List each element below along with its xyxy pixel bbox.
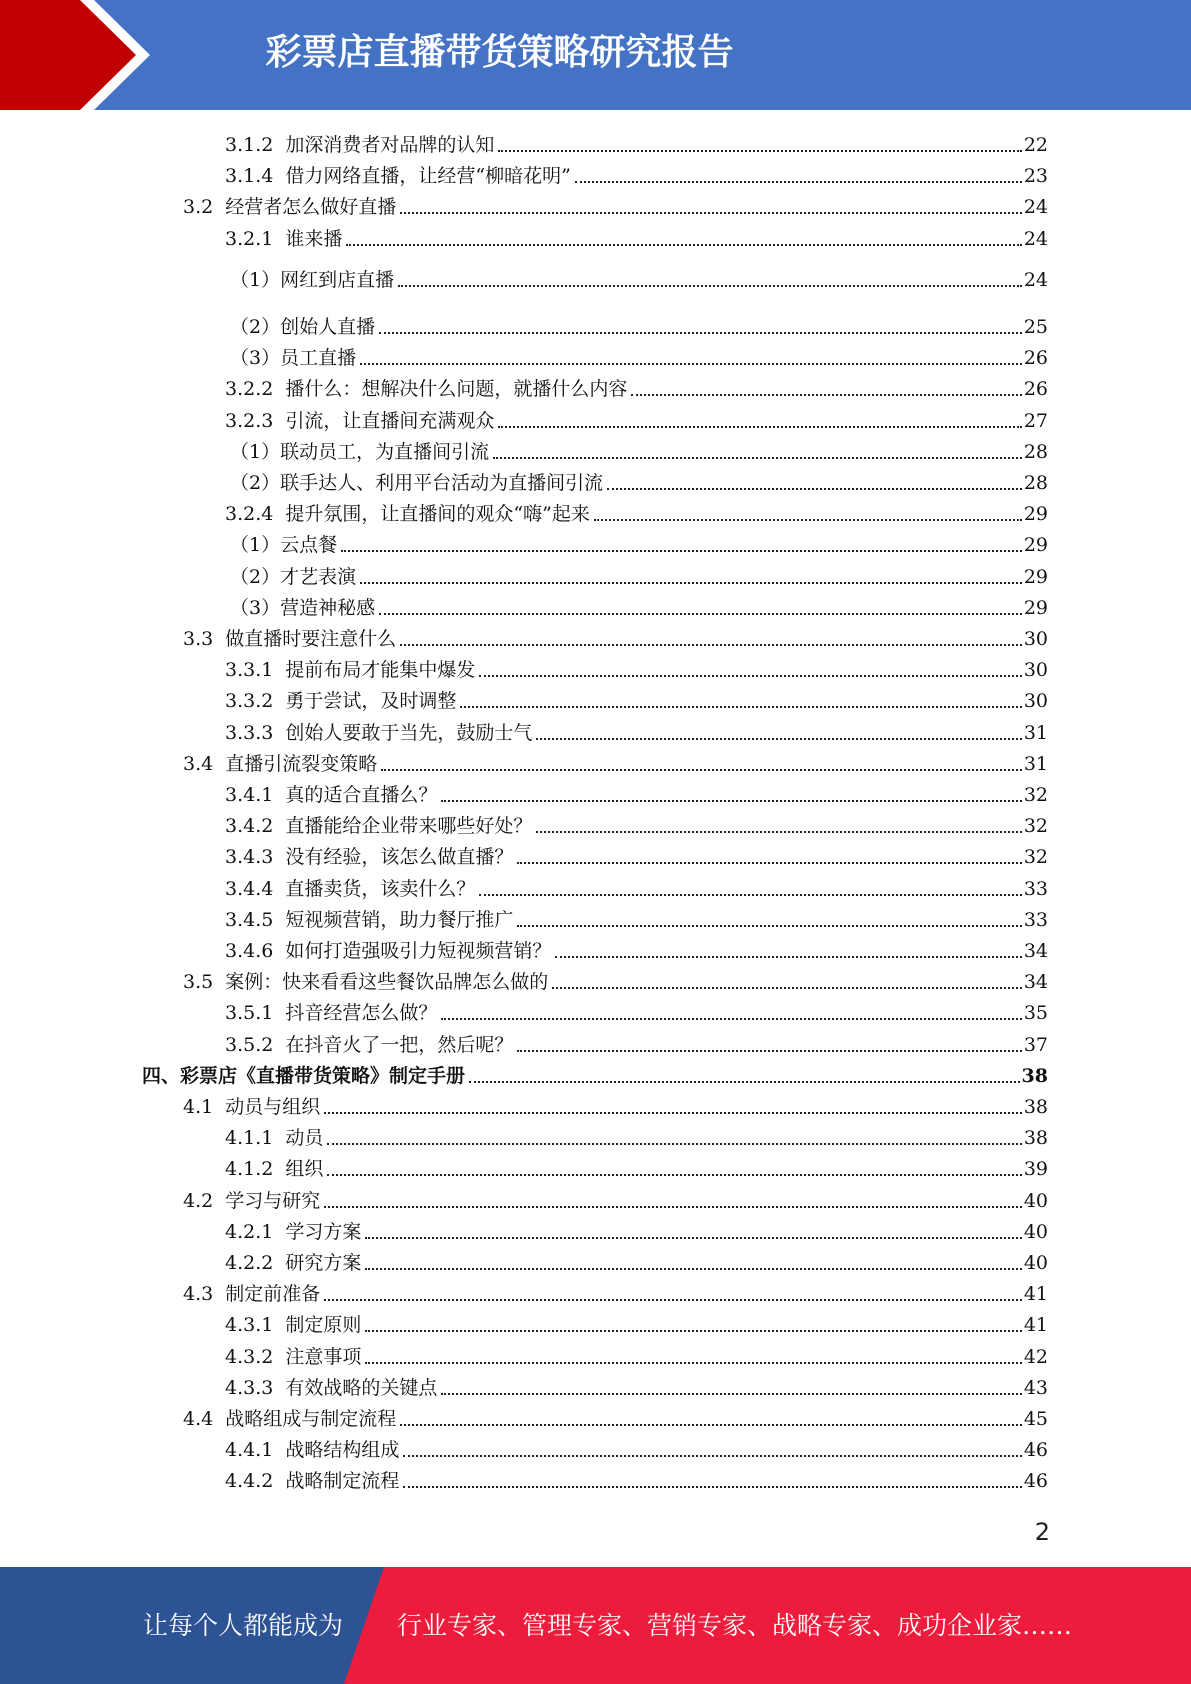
toc-entry-page: 27 (1023, 409, 1048, 432)
footer-slogan-left: 让每个人都能成为 (143, 1611, 344, 1640)
toc-entry[interactable] (225, 496, 1048, 526)
toc-entry-label: 4.1 动员与组织 (183, 1096, 321, 1118)
toc-entry[interactable] (225, 1339, 1048, 1369)
toc-leader-dots (324, 1206, 1022, 1208)
toc-entry-label: 4.4 战略组成与制定流程 (183, 1408, 397, 1430)
toc-entry[interactable] (230, 340, 1048, 370)
toc-leader-dots (493, 457, 1022, 459)
toc-leader-dots (327, 1143, 1021, 1145)
toc-entry-page: 31 (1023, 721, 1048, 744)
toc-entry[interactable] (225, 1245, 1048, 1275)
toc-leader-dots (381, 769, 1022, 771)
toc-entry-page: 28 (1023, 440, 1048, 463)
toc-entry-label: 四、彩票店《直播带货策略》制定手册 (142, 1064, 466, 1087)
toc-entry-page: 37 (1023, 1033, 1048, 1056)
toc-leader-dots (594, 519, 1022, 521)
toc-entry-page: 24 (1023, 268, 1048, 291)
toc-entry[interactable] (225, 403, 1048, 433)
toc-entry[interactable] (225, 371, 1048, 401)
toc-entry[interactable] (183, 621, 1048, 651)
toc-leader-dots (555, 956, 1021, 958)
toc-entry[interactable] (225, 1214, 1048, 1244)
toc-entry-label: （3）营造神秘感 (230, 596, 376, 619)
toc-entry-label: 3.2.1 谁来播 (225, 227, 343, 250)
toc-entry[interactable] (183, 746, 1048, 776)
toc-entry[interactable] (225, 871, 1048, 901)
toc-entry[interactable] (225, 1151, 1048, 1181)
toc-entry[interactable] (183, 964, 1048, 994)
toc-entry-page: 40 (1023, 1252, 1048, 1274)
toc-entry-page: 34 (1023, 971, 1048, 994)
toc-entry-page: 45 (1023, 1408, 1048, 1430)
page-header (0, 0, 1191, 110)
toc-entry-page: 23 (1023, 165, 1048, 188)
toc-entry[interactable] (142, 1058, 1048, 1088)
page-number: 2 (1034, 1518, 1050, 1546)
toc-entry[interactable] (230, 559, 1048, 589)
toc-entry-page: 29 (1023, 565, 1048, 588)
toc-entry-label: 3.4.2 直播能给企业带来哪些好处？ (225, 815, 533, 838)
toc-entry-label: （3）员工直播 (230, 347, 357, 370)
toc-entry-page: 24 (1023, 227, 1048, 250)
toc-leader-dots (498, 426, 1021, 428)
toc-leader-dots (517, 925, 1021, 927)
toc-entry[interactable] (230, 309, 1048, 339)
toc-entry[interactable] (225, 1120, 1048, 1150)
toc-leader-dots (403, 1486, 1021, 1488)
toc-entry-label: 4.3 制定前准备 (183, 1283, 321, 1306)
toc-entry[interactable] (230, 434, 1048, 464)
toc-leader-dots (441, 1393, 1021, 1395)
toc-entry-label: 3.2.3 引流，让直播间充满观众 (225, 409, 495, 432)
toc-entry-page: 35 (1023, 1002, 1048, 1025)
toc-entry-label: 4.2.1 学习方案 (225, 1220, 362, 1243)
toc-entry[interactable] (225, 839, 1048, 869)
toc-entry[interactable] (225, 683, 1048, 713)
toc-entry[interactable] (225, 158, 1048, 188)
toc-entry[interactable] (225, 715, 1048, 745)
toc-entry[interactable] (225, 933, 1048, 963)
toc-leader-dots (341, 550, 1022, 552)
toc-entry-page: 26 (1023, 347, 1048, 370)
toc-entry-page: 46 (1023, 1470, 1048, 1493)
toc-leader-dots (498, 150, 1021, 152)
header-chevron-icon (0, 0, 136, 110)
toc-entry-page: 33 (1023, 908, 1048, 931)
document-title (200, 0, 1191, 110)
document-title-text: 彩票店直播带货策略研究报告 (265, 32, 734, 73)
toc-entry-page: 29 (1023, 534, 1048, 557)
toc-entry[interactable] (225, 652, 1048, 682)
toc-leader-dots (517, 1050, 1021, 1052)
toc-leader-dots (479, 675, 1021, 677)
toc-entry-label: 3.5 案例：快来看看这些餐饮品牌怎么做的 (183, 971, 549, 994)
toc-entry-page: 29 (1023, 503, 1048, 526)
toc-leader-dots (365, 1268, 1021, 1270)
toc-leader-dots (379, 613, 1022, 615)
toc-entry-page: 39 (1023, 1158, 1048, 1181)
toc-entry-page: 34 (1023, 940, 1048, 962)
toc-entry-label: 3.4 直播引流裂变策略 (183, 752, 378, 775)
toc-entry-page: 41 (1023, 1283, 1048, 1306)
toc-entry[interactable] (230, 527, 1048, 557)
toc-entry[interactable] (225, 995, 1048, 1025)
toc-entry-label: 3.2.4 提升氛围，让直播间的观众“嗨”起来 (225, 503, 590, 526)
toc-entry-page: 38 (1021, 1064, 1048, 1087)
toc-entry-label: （2）联手达人、利用平台活动为直播间引流 (230, 472, 604, 494)
toc-entry-page: 43 (1023, 1376, 1048, 1399)
toc-entry-page: 32 (1023, 846, 1048, 869)
toc-entry[interactable] (225, 777, 1048, 807)
toc-entry-page: 30 (1023, 659, 1048, 682)
toc-leader-dots (517, 862, 1021, 864)
toc-entry[interactable] (225, 1463, 1048, 1493)
toc-entry-label: （1）网红到店直播 (230, 268, 395, 291)
toc-leader-dots (607, 488, 1022, 490)
toc-entry[interactable] (183, 1401, 1048, 1431)
toc-entry-page: 40 (1023, 1189, 1048, 1212)
toc-leader-dots (324, 1299, 1022, 1301)
toc-entry-label: 3.4.5 短视频营销，助力餐厅推广 (225, 908, 514, 931)
toc-leader-dots (365, 1330, 1021, 1332)
toc-entry-page: 38 (1023, 1096, 1048, 1118)
toc-entry-label: 3.2 经营者怎么做好直播 (183, 196, 397, 219)
toc-entry-page: 24 (1023, 196, 1048, 219)
toc-entry-page: 32 (1023, 815, 1048, 838)
toc-leader-dots (327, 1174, 1021, 1176)
toc-entry-label: 3.5.1 抖音经营怎么做？ (225, 1002, 438, 1025)
toc-leader-dots (469, 1081, 1020, 1083)
toc-entry[interactable] (225, 902, 1048, 932)
toc-leader-dots (400, 644, 1022, 646)
toc-entry-page: 40 (1023, 1220, 1048, 1243)
toc-entry-page: 42 (1023, 1345, 1048, 1368)
toc-leader-dots (631, 394, 1021, 396)
toc-leader-dots (324, 1112, 1022, 1114)
toc-entry[interactable] (225, 1370, 1048, 1400)
toc-entry-page: 46 (1023, 1439, 1048, 1462)
toc-entry-label: 3.1.4 借力网络直播，让经营“柳暗花明” (225, 165, 571, 188)
toc-entry-page: 32 (1023, 784, 1048, 806)
toc-entry-label: 4.3.3 有效战略的关键点 (225, 1376, 438, 1399)
footer-slogan-right: 行业专家、管理专家、营销专家、战略专家、成功企业家…… (397, 1611, 1073, 1640)
toc-entry[interactable] (183, 1089, 1048, 1119)
toc-entry-label: 3.2.2 播什么：想解决什么问题，就播什么内容 (225, 378, 628, 401)
toc-entry-label: 4.4.2 战略制定流程 (225, 1470, 400, 1493)
toc-entry-page: 30 (1023, 690, 1048, 713)
toc-entry-page: 38 (1023, 1127, 1048, 1150)
toc-leader-dots (552, 987, 1022, 989)
toc-leader-dots (460, 706, 1021, 708)
toc-entry-label: 4.1.2 组织 (225, 1158, 324, 1181)
toc-entry-label: 4.3.2 注意事项 (225, 1345, 362, 1368)
toc-leader-dots (400, 1424, 1022, 1426)
toc-entry-label: 3.5.2 在抖音火了一把，然后呢？ (225, 1033, 514, 1056)
toc-leader-dots (536, 831, 1021, 833)
toc-leader-dots (360, 582, 1022, 584)
toc-entry-label: 3.4.1 真的适合直播么？ (225, 784, 438, 806)
toc-entry[interactable] (230, 465, 1048, 495)
toc-entry-label: 3.4.4 直播卖货，该卖什么？ (225, 877, 476, 900)
toc-entry-page: 31 (1023, 752, 1048, 775)
toc-entry-label: 3.4.3 没有经验，该怎么做直播？ (225, 846, 514, 869)
toc-entry-page: 33 (1023, 877, 1048, 900)
toc-leader-dots (575, 181, 1022, 183)
toc-leader-dots (365, 1237, 1021, 1239)
toc-entry-page: 41 (1023, 1314, 1048, 1337)
toc-entry-label: （2）才艺表演 (230, 565, 357, 588)
page-footer (0, 1567, 1191, 1684)
toc-entry-label: 3.4.6 如何打造强吸引力短视频营销？ (225, 940, 552, 962)
toc-leader-dots (441, 800, 1021, 802)
toc-entry-page: 22 (1023, 134, 1048, 156)
toc-entry-label: 3.3.1 提前布局才能集中爆发 (225, 659, 476, 682)
toc-entry-page: 26 (1023, 378, 1048, 401)
toc-leader-dots (479, 894, 1021, 896)
toc-entry-page: 29 (1023, 596, 1048, 619)
toc-entry-label: 4.3.1 制定原则 (225, 1314, 362, 1337)
toc-leader-dots (398, 285, 1022, 287)
toc-entry-label: 4.2.2 研究方案 (225, 1252, 362, 1274)
toc-entry-label: 3.3 做直播时要注意什么 (183, 628, 397, 650)
toc-entry-label: 4.2 学习与研究 (183, 1189, 321, 1212)
toc-entry[interactable] (225, 221, 1048, 251)
toc-leader-dots (346, 244, 1021, 246)
toc-entry[interactable] (225, 1027, 1048, 1057)
toc-leader-dots (365, 1362, 1021, 1364)
toc-entry-page: 25 (1023, 316, 1048, 338)
toc-entry-label: （1）联动员工，为直播间引流 (230, 440, 490, 463)
toc-entry[interactable] (183, 1183, 1048, 1213)
toc-entry-label: 3.1.2 加深消费者对品牌的认知 (225, 134, 495, 156)
toc-leader-dots (441, 1018, 1021, 1020)
toc-leader-dots (400, 212, 1022, 214)
toc-leader-dots (403, 1455, 1021, 1457)
toc-leader-dots (536, 738, 1021, 740)
toc-entry-page: 30 (1023, 628, 1048, 650)
toc-entry[interactable] (225, 127, 1048, 157)
toc-entry-label: 4.1.1 动员 (225, 1127, 324, 1150)
toc-entry[interactable] (183, 189, 1048, 219)
toc-entry[interactable] (230, 262, 1048, 292)
toc-entry-label: 3.3.3 创始人要敢于当先，鼓励士气 (225, 721, 533, 744)
toc-leader-dots (379, 332, 1022, 334)
toc-entry[interactable] (230, 590, 1048, 620)
toc-entry[interactable] (225, 1307, 1048, 1337)
toc-entry-label: （2）创始人直播 (230, 316, 376, 338)
toc-leader-dots (360, 363, 1022, 365)
toc-entry-label: （1）云点餐 (230, 534, 338, 557)
toc-entry[interactable] (225, 808, 1048, 838)
toc-entry-label: 3.3.2 勇于尝试，及时调整 (225, 690, 457, 713)
toc-entry[interactable] (225, 1432, 1048, 1462)
toc-entry[interactable] (183, 1276, 1048, 1306)
toc-entry-page: 28 (1023, 472, 1048, 494)
toc-entry-label: 4.4.1 战略结构组成 (225, 1439, 400, 1462)
